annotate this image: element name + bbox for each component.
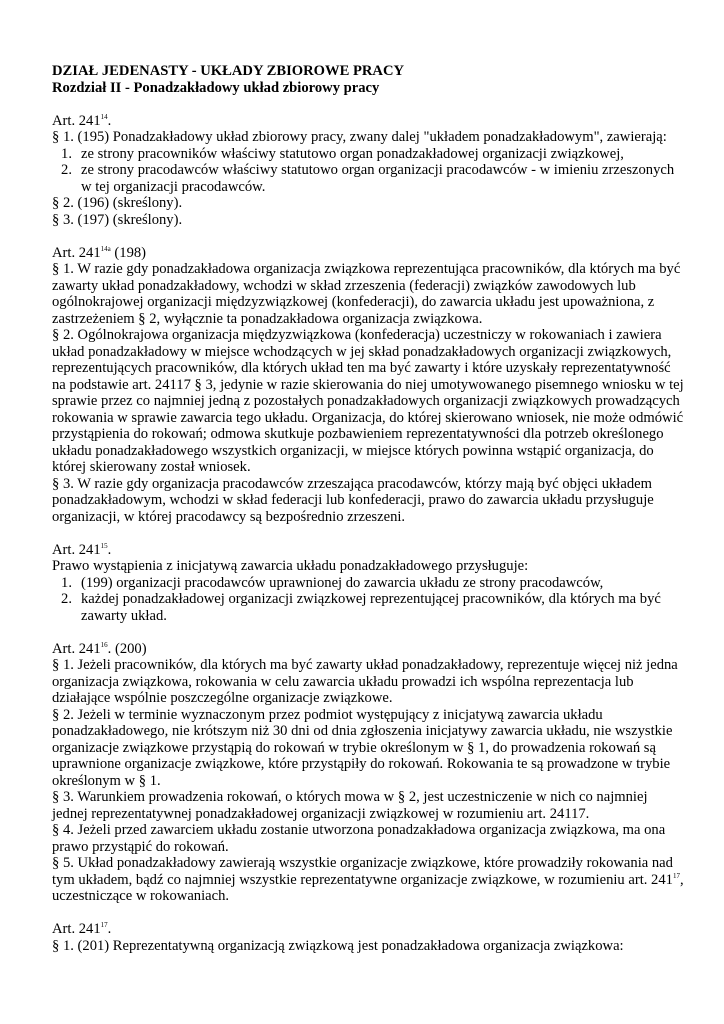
section-title: Rozdział II - Ponadzakładowy układ zbiorowy pracy: [52, 79, 380, 96]
paragraph: § 2. (196) (skreślony).: [52, 195, 183, 211]
article-241-17: [52, 921, 684, 954]
paragraph: § 4. Jeżeli przed zawarciem układu zostanie utworzona ponadzakładowa organizacja związkowa, ma ona prawo przystąpić do rokowań.: [52, 822, 666, 855]
paragraph: § 1. Jeżeli pracowników, dla których ma być zawarty układ ponadzakładowy, reprezentuje więcej niż jedna organizacja związkowa, rokowania w celu zawarcia układu prowadzi ich wspólna reprezentacja lub działające wspólnie poszczególne organizacje związkowe.: [52, 657, 678, 706]
paragraph: Prawo wystąpienia z inicjatywą zawarcia układu ponadzakładowego przysługuje:: [52, 558, 529, 574]
list-item: [52, 146, 684, 163]
article-heading-tail: .: [107, 921, 112, 937]
numbered-list: [52, 575, 684, 625]
paragraph: § 3. W razie gdy organizacja pracodawców zrzeszająca pracodawców, którzy mają być objęci układem ponadzakładowym, wchodzi w skład federacji lub konfederacji, prawo do zawarcia układu przysługuje organizacji, w której pracodawcy są bezpośrednio zrzeszeni.: [52, 475, 654, 525]
article-number: Art. 241: [52, 244, 101, 261]
numbered-list: [52, 146, 684, 196]
paragraph-text: , uczestniczące w rokowaniach.: [52, 871, 684, 904]
article-heading-tail: . (200): [107, 640, 147, 657]
list-number: 1.: [61, 574, 72, 591]
article-241-14a: [52, 245, 684, 526]
article-superscript: 16: [100, 640, 108, 649]
list-number: 1.: [61, 145, 72, 162]
list-item-text: (199) organizacji pracodawców uprawnionej do zawarcia układu ze strony pracodawców,: [81, 574, 604, 591]
list-item: [52, 575, 684, 592]
paragraph: § 3. (197) (skreślony).: [52, 211, 183, 228]
article-heading: [52, 245, 684, 262]
list-item-text: ze strony pracodawców właściwy statutowo organ organizacji pracodawców - w imieniu zrzeszonych w tej organizacji pracodawców.: [81, 162, 675, 195]
paragraph: § 2. Jeżeli w terminie wyznaczonym przez podmiot występujący z inicjatywą zawarcia układu ponadzakładowego, nie krótszym niż 30 dni od dnia zgłoszenia inicjatywy zawarcia układu, nie wszystkie organizacje związkowe przystąpią do rokowań w trybie określonym w § 1, do prowadzenia rokowań są uprawnione organizacje związkowe, które przystąpiły do rokowań. Rokowania te są prowadzone w trybie określonym w § 1.: [52, 706, 673, 789]
list-item-text: ze strony pracowników właściwy statutowo organ ponadzakładowej organizacji związkowej,: [81, 145, 624, 162]
paragraph: § 2. Ogólnokrajowa organizacja międzyzwiązkowa (konfederacja) uczestniczy w rokowaniach i zawiera układ ponadzakładowy w miejsce wchodzących w jej skład ponadzakładowych organizacji związkowych, reprezentujących pracowników, dla których układ ten ma być zawarty i które uzyskały reprezentatywność na podstawie art. 24117 § 3, jedynie w razie skierowania do niej umotywowanego pisemnego wniosku w tej sprawie przez co najmniej jedną z pozostałych ponadzakładowych organizacji związkowych prowadzących rokowania w sprawie zawarcia tego układu. Organizacja, do której skierowano wniosek, nie może odmówić przystąpienia do rokowań; odmowa skutkuje pozbawieniem reprezentatywności dla potrzeb określonego układu ponadzakładowego wszystkich organizacji, w miejsce których powinna wstąpić organizacja, do której skierowany został wniosek.: [52, 327, 684, 475]
chapter-title: DZIAŁ JEDENASTY - UKŁADY ZBIOROWE PRACY: [52, 63, 405, 79]
article-number: Art. 241: [52, 921, 101, 937]
paragraph: § 1. (201) Reprezentatywną organizacją związkową jest ponadzakładowa organizacja związkowa:: [52, 937, 624, 954]
paragraph: [52, 855, 684, 905]
article-number: Art. 241: [52, 112, 101, 129]
paragraph-text: § 5. Układ ponadzakładowy zawierają wszystkie organizacje związkowe, które prowadziły rokowania nad tym układem, bądź co najmniej wszystkie reprezentatywne organizacje związkowe, w rozumieniu art. 241: [52, 855, 673, 888]
paragraph: § 1. W razie gdy ponadzakładowa organizacja związkowa reprezentująca pracowników, dla których ma być zawarty układ ponadzakładowy, wchodzi w skład zrzeszenia (federacji) związków zawodowych lub ogólnokrajowej organizacji międzyzwiązkowej (konfederacji), do zawarcia układu jest upoważniona, z zastrzeżeniem § 2, wyłącznie ta ponadzakładowa organizacja związkowa.: [52, 261, 681, 327]
list-item: [52, 591, 684, 624]
article-heading-tail: .: [107, 541, 112, 558]
article-241-16: [52, 641, 684, 905]
list-item: [52, 162, 684, 195]
article-heading: [52, 921, 684, 938]
article-superscript: 17: [672, 871, 680, 880]
article-superscript: 17: [100, 921, 108, 929]
list-number: 2.: [61, 591, 72, 607]
article-superscript: 14a: [100, 244, 111, 253]
article-heading-tail: .: [107, 112, 112, 129]
list-number: 2.: [61, 162, 72, 178]
article-heading-tail: (198): [110, 244, 147, 261]
article-number: Art. 241: [52, 640, 101, 657]
list-item-text: każdej ponadzakładowej organizacji związkowej reprezentującej pracowników, dla których ma być zawarty układ.: [81, 591, 661, 624]
article-241-14: [52, 113, 684, 229]
article-heading: [52, 542, 684, 559]
article-heading: [52, 113, 684, 130]
article-number: Art. 241: [52, 541, 101, 558]
paragraph: § 3. Warunkiem prowadzenia rokowań, o których mowa w § 2, jest uczestniczenie w nich co najmniej jednej reprezentatywnej ponadzakładowej organizacji związkowej w rozumieniu art. 24117.: [52, 789, 648, 822]
article-superscript: 14: [100, 112, 108, 121]
article-heading: [52, 641, 684, 658]
paragraph: § 1. (195) Ponadzakładowy układ zbiorowy pracy, zwany dalej "układem ponadzakładowym", zawierają:: [52, 129, 667, 145]
article-241-15: [52, 542, 684, 625]
article-superscript: 15: [100, 541, 108, 550]
